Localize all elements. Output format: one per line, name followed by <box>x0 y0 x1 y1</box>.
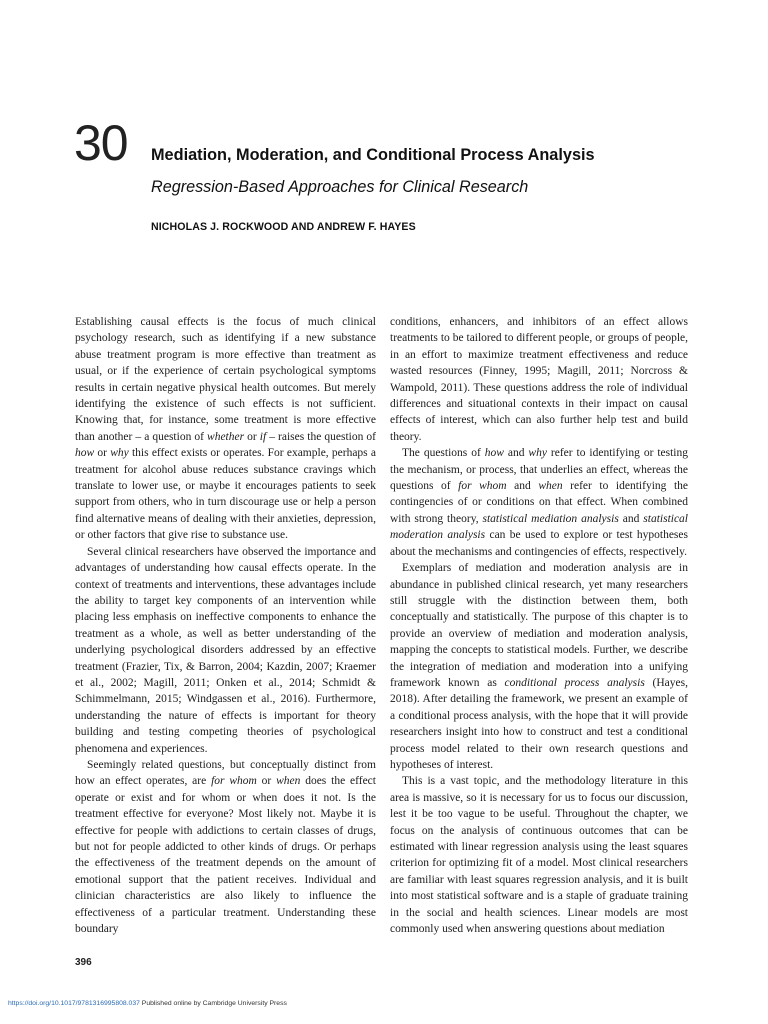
doi-link[interactable]: https://doi.org/10.1017/9781316995808.037 <box>8 1000 140 1007</box>
body-paragraph: conditions, enhancers, and inhibitors of an effect allows treatments to be tailored to different people, or groups of people, in an effort to maximize treatment effectiveness and reduce wasted resources (Finney, 1995; Magill, 2011; Norcross & Wampold, 2011). These questions address the role of individual differences and situational contexts in their impact on causal effects of interest, which can also further help test and build theory. <box>390 316 688 443</box>
right-text-column <box>390 314 688 937</box>
publication-footer <box>8 1000 287 1007</box>
chapter-number: 30 <box>74 115 128 171</box>
body-paragraph: The questions of how and why refer to identifying or testing the mechanism, or process, that underlies an effect, whereas the questions of for whom and when refer to identifying the contingencies of or conditions on that effect. When combined with strong theory, statistical mediation analysis and statistical moderation analysis can be used to explore or test hypotheses about the mechanisms and contingencies of effects, respectively. <box>390 447 689 558</box>
body-paragraph: Several clinical researchers have observed the importance and advantages of understanding how causal effects operate. In the context of treatments and interventions, these advantages include the ability to target key components of an intervention while placing less emphasis on ineffective components to enhance the treatment as a whole, as well as better understanding of the underlying psychological disorders addressed by an effective treatment (Frazier, Tix, & Barron, 2004; Kazdin, 2007; Kraemer et al., 2002; Magill, 2011; Onken et al., 2014; Schmidt & Schimmelmann, 2015; Windgassen et al., 2016). Furthermore, understanding the nature of effects is important for theory building and testing competing theories of psychological phenomena and experiences. <box>75 545 376 755</box>
chapter-title: Mediation, Moderation, and Conditional Process Analysis <box>151 146 595 164</box>
body-paragraph: Exemplars of mediation and moderation analysis are in abundance in published clinical research, yet many researchers still struggle with the distinction between them, both conceptually and statistically. The purpose of this chapter is to provide an overview of mediation and moderation analysis, mapping the concepts to statistical models. Further, we describe the integration of mediation and moderation into a unifying framework known as conditional process analysis (Hayes, 2018). After detailing the framework, we present an example of a conditional process analysis, with the hope that it will provide researchers insight into how to construct and test a conditional process model related to their own research questions and hypotheses of interest. <box>390 562 688 771</box>
body-paragraph: This is a vast topic, and the methodology literature in this area is massive, so it is necessary for us to focus our discussion, lest it be too vague to be useful. Throughout the chapter, we focus on the analysis of continuous outcomes that can be estimated with linear regression analysis using the least squares criterion for optimizing fit of a model. Most clinical researchers are familiar with least squares regression analysis, and it is built into most statistical software and is a staple of graduate training in the social and health sciences. Linear models are most commonly used when answering questions about mediation <box>390 775 688 936</box>
published-note: Published online by Cambridge University Press <box>139 1000 287 1007</box>
left-text-column <box>75 314 376 937</box>
chapter-subtitle: Regression-Based Approaches for Clinical Research <box>151 178 529 196</box>
chapter-authors: NICHOLAS J. ROCKWOOD AND ANDREW F. HAYES <box>151 221 416 233</box>
body-paragraph: Establishing causal effects is the focus of much clinical psychology research, such as identifying if a new substance abuse treatment program is more effective than treatment as usual, or if the experience of certain psychological symptoms results in certain negative physical health outcomes. But merely identifying the existence of such effects is not sufficient. Knowing that, for instance, some treatment is more effective than another – a question of whether or if – raises the question of how or why this effect exists or operates. For example, perhaps a treatment for alcohol abuse reduces substance cravings which translate to lower use, or maybe it encourages patients to seek support from others, who in turn discourage use or help a person find alternative means of dealing with their anxieties, depression, or other factors that give rise to substance use. <box>75 316 376 542</box>
body-paragraph: Seemingly related questions, but conceptually distinct from how an effect operates, are for whom or when does the effect operate or exist and for whom or when does it not. Is the treatment effective for everyone? Most likely not. Maybe it is effective for people with addictions to certain classes of drugs, but not for people addicted to other kinds of drugs. Or perhaps the effectiveness of the treatment depends on the amount of emotional support that the patient receives. Individual and clinician characteristics are also likely to influence the effectiveness of a particular treatment. Understanding these boundary <box>75 758 376 936</box>
page-number: 396 <box>75 957 92 968</box>
